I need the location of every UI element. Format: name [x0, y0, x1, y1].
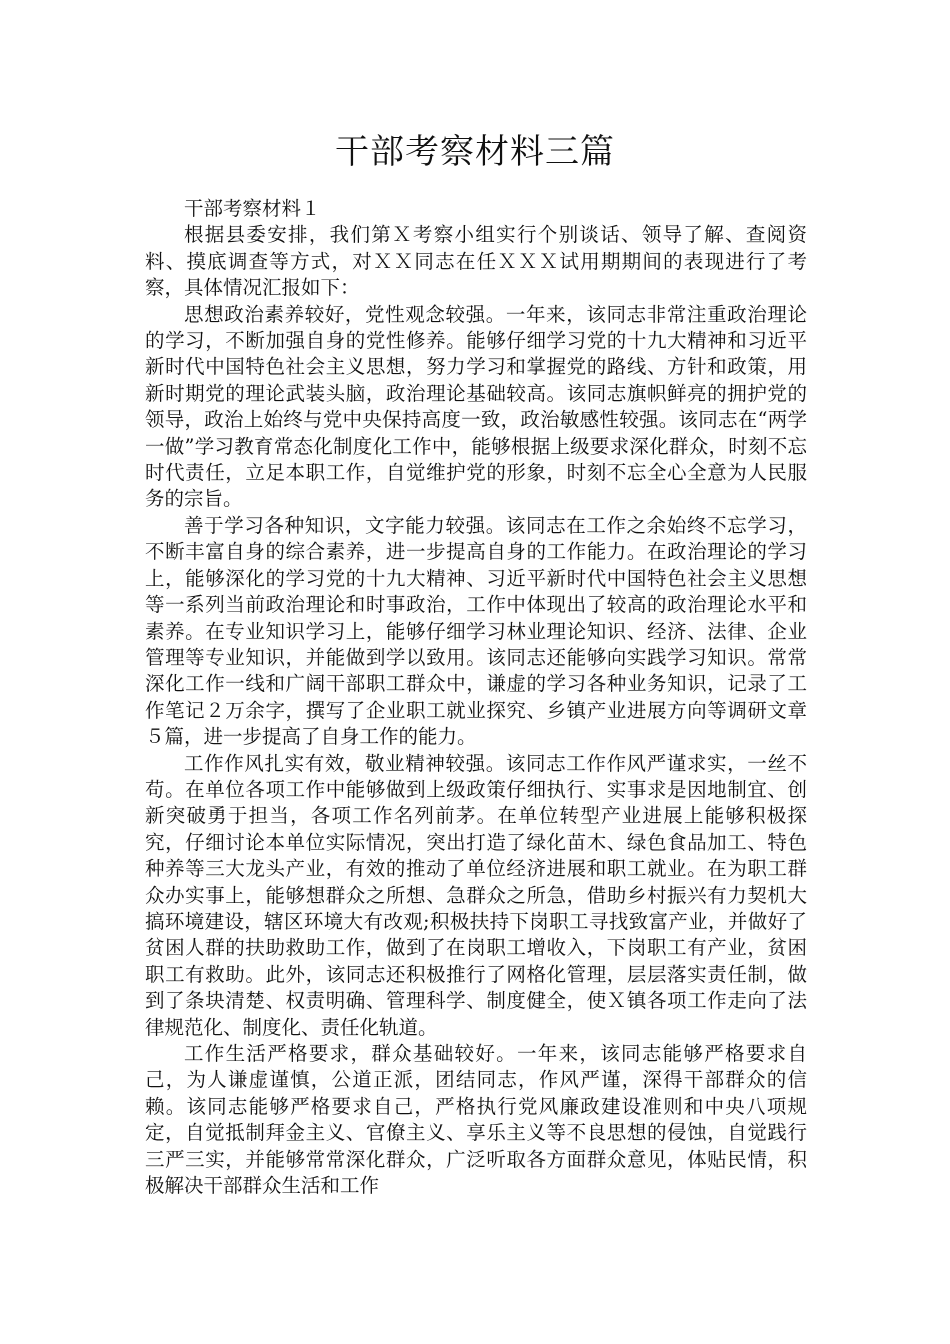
- paragraph: 工作作风扎实有效，敬业精神较强。该同志工作作风严谨求实，一丝不苟。在单位各项工作中能够做到上级政策仔细执行、实事求是因地制宜、创新突破勇于担当，各项工作名列前茅。在单位转型产业进展上能够积极探究，仔细讨论本单位实际情况，突出打造了绿化苗木、绿色食品加工、特色种养等三大龙头产业，有效的推动了单位经济进展和职工就业。在为职工群众办实事上，能够想群众之所想、急群众之所急，借助乡村振兴有力契机大搞环境建设，辖区环境大有改观;积极扶持下岗职工寻找致富产业，并做好了贫困人群的扶助救助工作，做到了在岗职工增收入，下岗职工有产业，贫困职工有救助。此外，该同志还积极推行了网格化管理，层层落实责任制，做到了条块清楚、权责明确、管理科学、制度健全，使Ｘ镇各项工作走向了法律规范化、制度化、责任化轨道。: [145, 751, 807, 1039]
- paragraph: 善于学习各种知识，文字能力较强。该同志在工作之余始终不忘学习，不断丰富自身的综合素养，进一步提高自身的工作能力。在政治理论的学习上，能够深化的学习党的十九大精神、习近平新时代中国特色社会主义思想等一系列当前政治理论和时事政治，工作中体现出了较高的政治理论水平和素养。在专业知识学习上，能够仔细学习林业理论知识、经济、法律、企业管理等专业知识，并能做到学以致用。该同志还能够向实践学习知识。常常深化工作一线和广阔干部职工群众中，谦虚的学习各种业务知识，记录了工作笔记２万余字，撰写了企业职工就业探究、乡镇产业进展方向等调研文章５篇，进一步提高了自身工作的能力。: [145, 513, 807, 749]
- paragraph: 思想政治素养较好，党性观念较强。一年来，该同志非常注重政治理论的学习，不断加强自身的党性修养。能够仔细学习党的十九大精神和习近平新时代中国特色社会主义思想，努力学习和掌握党的路线、方针和政策，用新时期党的理论武装头脑，政治理论基础较高。该同志旗帜鲜亮的拥护党的领导，政治上始终与党中央保持高度一致，政治敏感性较强。该同志在“两学一做”学习教育常态化制度化工作中，能够根据上级要求深化群众，时刻不忘时代责任，立足本职工作，自觉维护党的形象，时刻不忘全心全意为人民服务的宗旨。: [145, 302, 807, 511]
- paragraph: 根据县委安排，我们第Ｘ考察小组实行个别谈话、领导了解、查阅资料、摸底调查等方式，对ＸＸ同志在任ＸＸＸ试用期期间的表现进行了考察，具体情况汇报如下：: [145, 223, 807, 300]
- paragraph: 工作生活严格要求，群众基础较好。一年来，该同志能够严格要求自己，为人谦虚谨慎，公道正派，团结同志，作风严谨，深得干部群众的信赖。该同志能够严格要求自己，严格执行党风廉政建设准则和中央八项规定，自觉抵制拜金主义、官僚主义、享乐主义等不良思想的侵蚀，自觉践行三严三实，并能够常常深化群众，广泛听取各方面群众意见，体贴民情，积极解决干部群众生活和工作: [145, 1042, 807, 1198]
- document-body: [145, 196, 807, 1199]
- paragraph-heading: 干部考察材料１: [184, 197, 321, 220]
- document-title: 干部考察材料三篇: [335, 132, 615, 172]
